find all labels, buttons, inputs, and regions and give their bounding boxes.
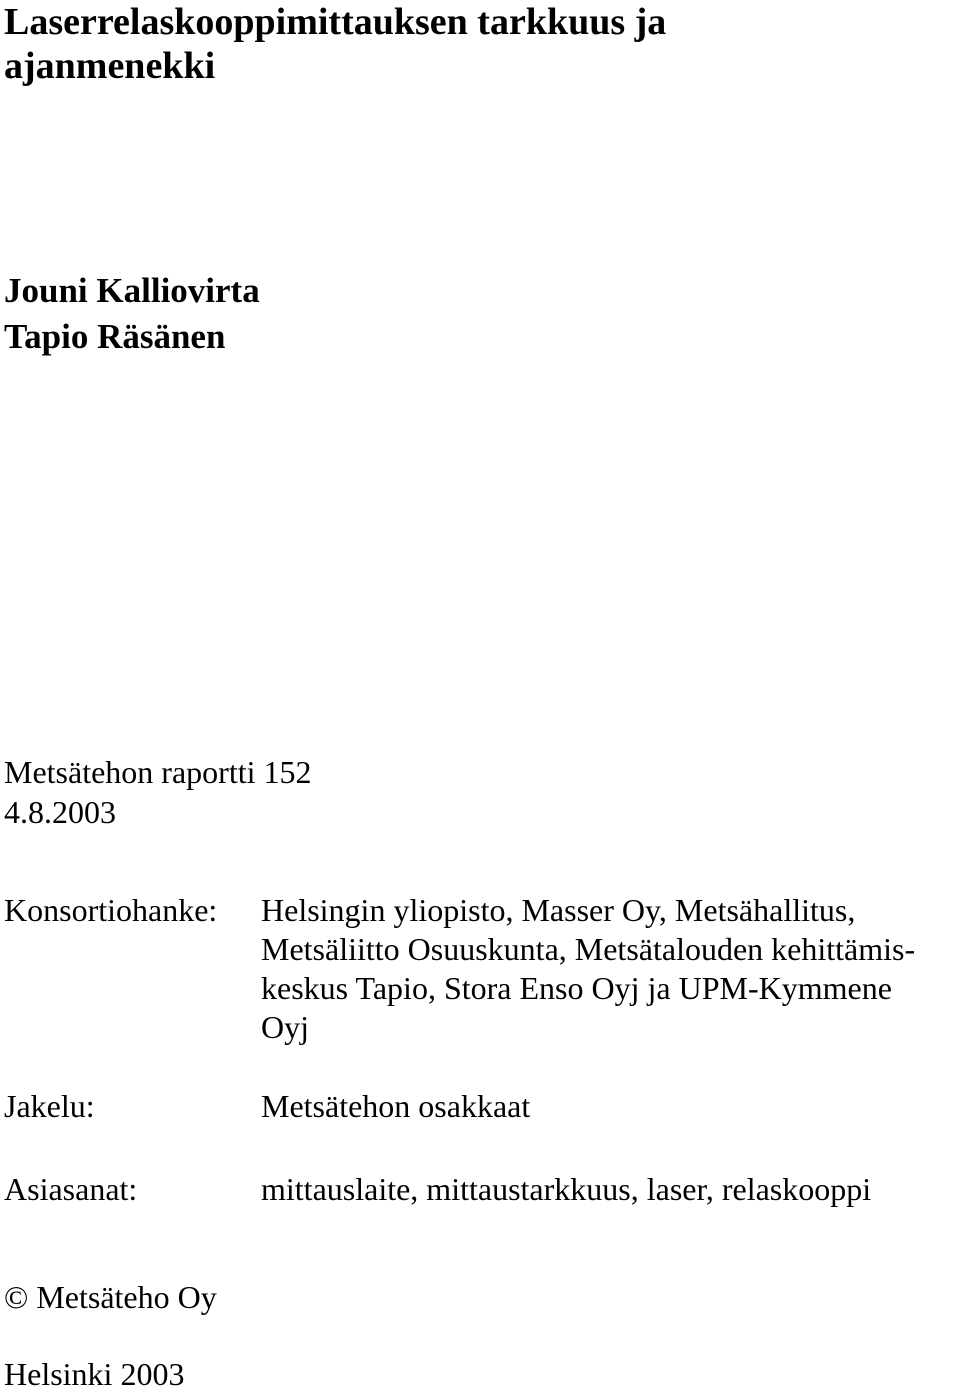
authors xyxy=(4,268,260,360)
consortium-line: keskus Tapio, Stora Enso Oyj ja UPM-Kymmene xyxy=(261,970,892,1006)
title-line-2: ajanmenekki xyxy=(4,45,216,87)
distribution-value xyxy=(261,1087,951,1126)
keywords-label: Asiasanat: xyxy=(4,1171,138,1207)
author-name: Jouni Kalliovirta xyxy=(4,271,260,310)
consortium-label: Konsortiohanke: xyxy=(4,892,218,928)
distribution-text: Metsätehon osakkaat xyxy=(261,1088,531,1124)
consortium-line: Oyj xyxy=(261,1009,309,1045)
title-line-1: Laserrelaskooppimittauksen tarkkuus ja xyxy=(4,1,667,43)
keywords-value xyxy=(261,1170,951,1209)
copyright-notice: © Metsäteho Oy xyxy=(4,1279,217,1315)
keywords-text: mittauslaite, mittaustarkkuus, laser, relaskooppi xyxy=(261,1171,872,1207)
consortium-value xyxy=(261,891,951,1047)
author-name: Tapio Räsänen xyxy=(4,317,226,356)
report-date: 4.8.2003 xyxy=(4,794,116,830)
consortium-line: Metsäliitto Osuuskunta, Metsätalouden kehittämis- xyxy=(261,931,916,967)
consortium-line: Helsingin yliopisto, Masser Oy, Metsähallitus, xyxy=(261,892,856,928)
document-title xyxy=(4,0,944,88)
place-year: Helsinki 2003 xyxy=(4,1356,185,1392)
report-info xyxy=(4,752,311,832)
report-series: Metsätehon raportti 152 xyxy=(4,754,312,790)
distribution-label: Jakelu: xyxy=(4,1088,95,1124)
